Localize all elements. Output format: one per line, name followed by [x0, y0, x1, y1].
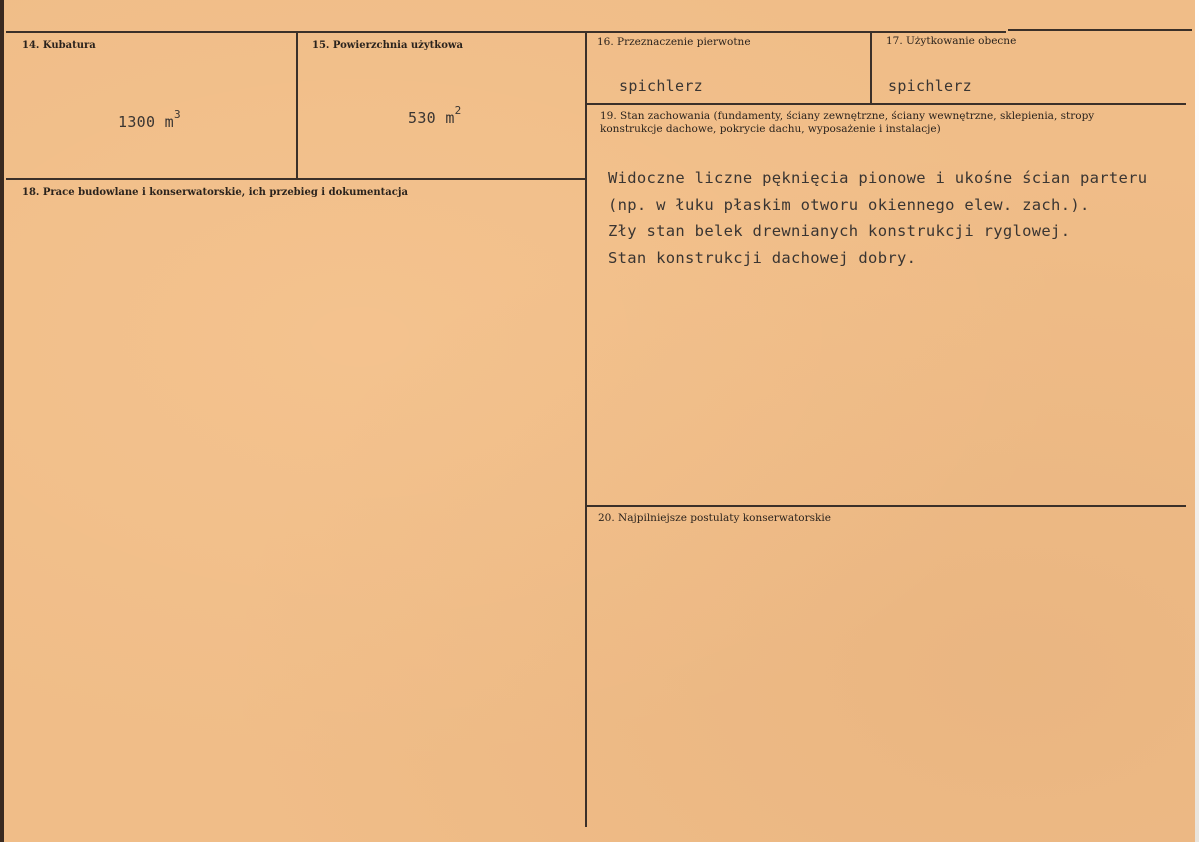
rule-above-19: [586, 103, 1186, 105]
card-edge-right: [1195, 0, 1199, 842]
field-14-number: 1300 m: [118, 113, 174, 131]
field-14-unit-exponent: 3: [174, 108, 181, 121]
divider-main: [585, 32, 587, 827]
field-19-label: 19. Stan zachowania (fundamenty, ściany zewnętrzne, ściany wewnętrzne, sklepienia, stropy konstrukcje dachowe, pokrycie dachu, wyposażenie i instalacje): [600, 110, 1095, 135]
top-border: [6, 31, 1006, 33]
field-14-value: [118, 108, 181, 131]
field-20-label: 20. Najpilniejsze postulaty konserwatorskie: [598, 512, 831, 524]
field-19-line: Widoczne liczne pęknięcia pionowe i ukośne ścian parteru: [608, 169, 1148, 187]
field-16-value: spichlerz: [619, 77, 703, 95]
rule-above-20: [586, 505, 1186, 507]
field-15-value: [408, 104, 462, 127]
field-19-line: Stan konstrukcji dachowej dobry.: [608, 248, 917, 267]
field-14-label: 14. Kubatura: [22, 40, 96, 51]
field-15-label: 15. Powierzchnia użytkowa: [312, 40, 463, 51]
field-19-line: (np. w łuku płaskim otworu okiennego elew. zach.).: [608, 195, 1090, 214]
rule-above-18: [6, 178, 586, 180]
field-16-label: 16. Przeznaczenie pierwotne: [597, 36, 751, 48]
field-15-unit-exponent: 2: [454, 104, 462, 117]
divider-14-15: [296, 32, 298, 179]
field-19-line: Zły stan belek drewnianych konstrukcji ryglowej.: [608, 222, 1071, 240]
field-18-label: 18. Prace budowlane i konserwatorskie, ich przebieg i dokumentacja: [22, 187, 408, 198]
field-17-label: 17. Użytkowanie obecne: [886, 35, 1017, 47]
card-edge-left: [0, 0, 4, 842]
divider-16-17: [870, 32, 872, 104]
top-border-right: [1008, 29, 1192, 31]
field-19-text: [608, 165, 1147, 271]
field-17-value: spichlerz: [888, 77, 972, 95]
field-15-number: 530 m: [408, 109, 455, 127]
